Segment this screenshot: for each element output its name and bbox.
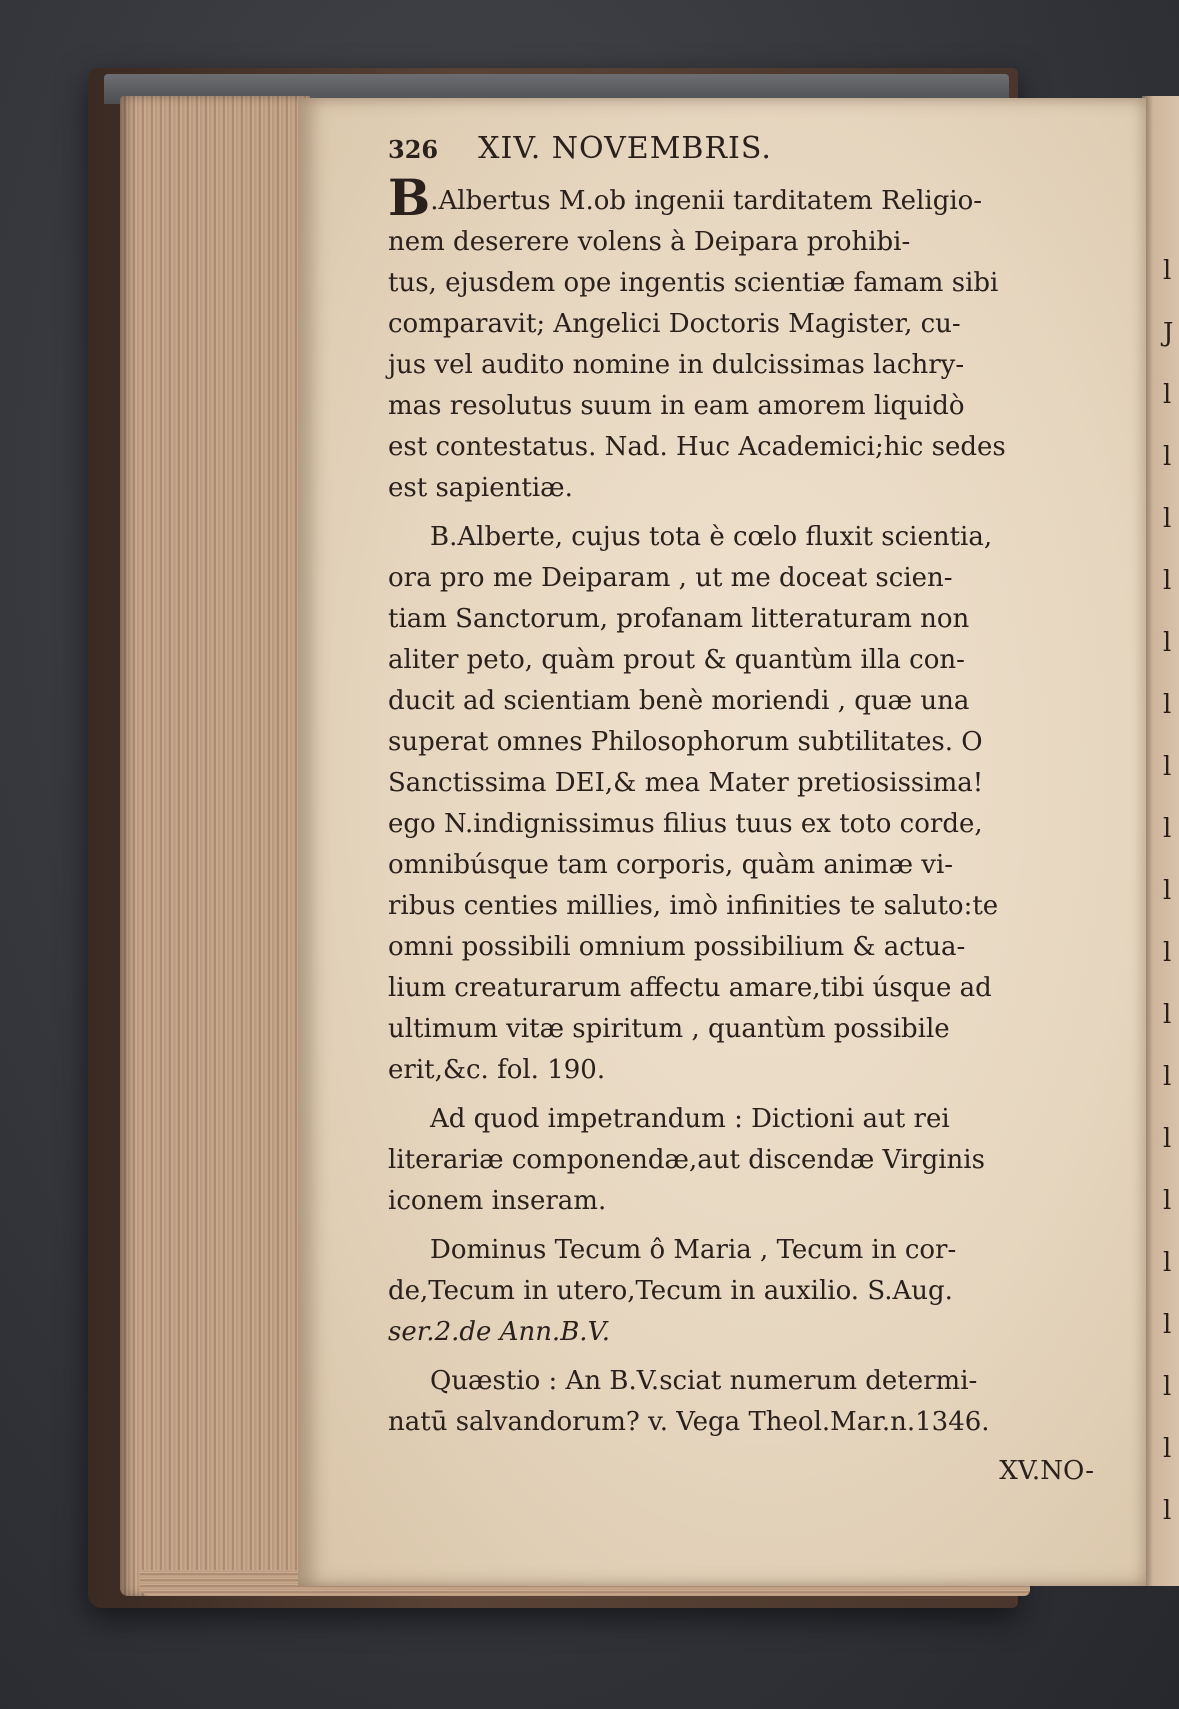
- text-line: natū salvandorum? v. Vega Theol.Mar.n.1346.: [388, 1407, 990, 1437]
- text-line: omni possibili omnium possibilium & actua-: [388, 932, 966, 962]
- text-line: B.Alberte, cujus tota è cœlo fluxit scientia,: [430, 522, 993, 552]
- facing-page-letters: [1163, 240, 1179, 1542]
- text-line: Sanctissima DEI,& mea Mater pretiosissima!: [388, 768, 984, 798]
- text-line: omnibúsque tam corporis, quàm animæ vi-: [388, 850, 954, 880]
- text-line: jus vel audito nomine in dulcissimas lachry-: [388, 350, 965, 380]
- text-line: aliter peto, quàm prout & quantùm illa con-: [388, 645, 965, 675]
- text-line: iconem inseram.: [388, 1186, 607, 1216]
- facing-page-letter: l: [1163, 1186, 1172, 1216]
- text-line: ribus centies millies, imò infinities te saluto:te: [388, 891, 999, 921]
- facing-page-letter: l: [1163, 690, 1172, 720]
- text-line: mas resolutus suum in eam amorem liquidò: [388, 391, 965, 421]
- facing-page-letter: l: [1163, 938, 1172, 968]
- text-line: ser.2.de Ann.B.V.: [388, 1317, 611, 1347]
- paragraph-albertus: [388, 168, 1108, 509]
- facing-page-letter: l: [1163, 1248, 1172, 1278]
- facing-page-letter: l: [1163, 380, 1172, 410]
- facing-page-letter: l: [1163, 442, 1172, 472]
- text-line: est sapientiæ.: [388, 473, 573, 503]
- text-line: ultimum vitæ spiritum , quantùm possibile: [388, 1014, 950, 1044]
- page-header: [388, 128, 1108, 170]
- paragraph-quaestio: [388, 1361, 1108, 1443]
- text-line: Quæstio : An B.V.sciat numerum determi-: [430, 1366, 978, 1396]
- text-line: tus, ejusdem ope ingentis scientiæ famam sibi: [388, 268, 999, 298]
- text-line: est contestatus. Nad. Huc Academici;hic sedes: [388, 432, 1006, 462]
- paragraph-prayer: [388, 517, 1108, 1091]
- text-line: erit,&c. fol. 190.: [388, 1055, 606, 1085]
- text-line: B.Albertus M.ob ingenii tarditatem Religio-: [388, 168, 983, 227]
- text-line: comparavit; Angelici Doctoris Magister, cu-: [388, 309, 961, 339]
- page-text-block: [388, 128, 1108, 1492]
- paragraph-dominus-tecum: [388, 1230, 1108, 1353]
- facing-page-letter: l: [1163, 1496, 1172, 1526]
- text-line: ego N.indignissimus filius tuus ex toto corde,: [388, 809, 983, 839]
- facing-page-letter: l: [1163, 1372, 1172, 1402]
- paragraph-impetrandum: [388, 1099, 1108, 1222]
- text-line: ora pro me Deiparam , ut me doceat scien-: [388, 563, 953, 593]
- text-line: de,Tecum in utero,Tecum in auxilio. S.Aug.: [388, 1276, 953, 1306]
- facing-page-letter: l: [1163, 628, 1172, 658]
- text-line: Dominus Tecum ô Maria , Tecum in cor-: [430, 1235, 957, 1265]
- facing-page-letter: l: [1163, 1434, 1172, 1464]
- facing-page-letter: l: [1163, 504, 1172, 534]
- facing-page-letter: l: [1163, 1000, 1172, 1030]
- facing-page-letter: l: [1163, 1062, 1172, 1092]
- facing-page-letter: l: [1163, 814, 1172, 844]
- text-line: literariæ componendæ,aut discendæ Virginis: [388, 1145, 985, 1175]
- catchword: XV.NO-: [999, 1456, 1094, 1486]
- text-line: lium creaturarum affectu amare,tibi úsque ad: [388, 973, 992, 1003]
- text-line: Ad quod impetrandum : Dictioni aut rei: [430, 1104, 950, 1134]
- facing-page-letter: l: [1163, 256, 1172, 286]
- facing-page-letter: l: [1163, 566, 1172, 596]
- text-line: ducit ad scientiam benè moriendi , quæ una: [388, 686, 970, 716]
- facing-page-letter: J: [1163, 318, 1174, 348]
- page-number: 326: [388, 135, 439, 164]
- facing-page-letter: l: [1163, 752, 1172, 782]
- facing-page-letter: l: [1163, 1310, 1172, 1340]
- running-title: XIV. NOVEMBRIS.: [478, 131, 772, 166]
- text-line: nem deserere volens à Deipara prohibi-: [388, 227, 911, 257]
- facing-page-letter: l: [1163, 876, 1172, 906]
- text-line: superat omnes Philosophorum subtilitates. O: [388, 727, 983, 757]
- drop-cap: B: [388, 168, 431, 227]
- page-stack-edge: [120, 96, 310, 1596]
- text-line: tiam Sanctorum, profanam litteraturam non: [388, 604, 970, 634]
- facing-page-letter: l: [1163, 1124, 1172, 1154]
